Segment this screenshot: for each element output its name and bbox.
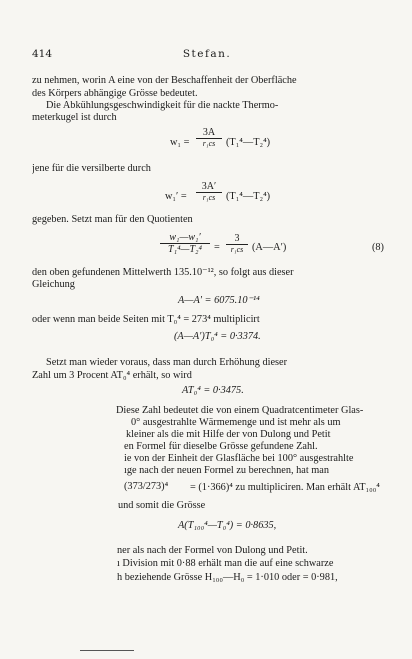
body-line: Diese Zahl bedeutet die von einem Quadratcentimeter Glas- bbox=[116, 405, 364, 416]
equation-diff-t: (A—A′)T₀⁴ = 0·3374. bbox=[174, 331, 261, 342]
document-page: 414 Stefan. zu nehmen, worin A eine von der Beschaffenheit der Oberfläche des Körpers abhängige Grösse bedeutet. Die Abkühlungsgeschwindigkeit für die nackte Thermo- meterkugel ist durch w₁ = 3A r₁cs (T₁⁴—T₂⁴) jene für die versilberte durch w₁′ = 3A′ r₁cs (T₁⁴—T₂⁴) gegeben. Setzt man für den Quotienten w₁—w₁′ T₁⁴—T₂⁴ = 3 r₁cs (A—A′) (8) den oben gefundenen Mittelwerth 135.10⁻¹², so folgt aus dieser Gleichung A—A′ = 6075.10⁻¹⁴ oder wenn man beide Seiten mit T₀⁴ = 273⁴ multiplicirt (A—A′)T₀⁴ = 0·3374. Setzt man wieder voraus, dass man durch Erhöhung dieser Zahl um 3 Procent AT₀⁴ erhält, so wird AT₀⁴ = 0·3475. Diese Zahl bedeutet die von einem Quadratcentimeter Glas- 0° ausgestrahlte Wärmemenge und ist mehr als um kleiner als die mit Hilfe der von Dulong und Petit en Formel für dieselbe Grösse gefundene Zahl. ie von der Einheit der Glasfläche bei 100° ausgestrahlte ıge nach der neuen Formel zu berechnen, hat man (373/273)⁴ = (1·366)⁴ zu multipliciren. Man erhält AT₁₀₀⁴ und somit die Grösse A(T₁₀₀⁴—T₀⁴) = 0·8635, ner als nach der Formel von Dulong und Petit. ı Division mit 0·88 erhält man die auf eine schwarze h beziehende Grösse H₁₀₀—H₀ = 1·010 oder = 0·981, bbox=[0, 0, 412, 659]
running-title: Stefan. bbox=[182, 48, 232, 60]
fraction: 3A r₁cs bbox=[196, 127, 222, 149]
body-line: Gleichung bbox=[32, 279, 75, 290]
body-line: den oben gefundenen Mittelwerth 135.10⁻¹², so folgt aus dieser bbox=[32, 267, 294, 278]
body-line: meterkugel ist durch bbox=[32, 112, 117, 123]
fraction: 3A′ r₁cs bbox=[196, 181, 222, 203]
body-line: des Körpers abhängige Grösse bedeutet. bbox=[32, 88, 198, 99]
body-line: ı Division mit 0·88 erhält man die auf eine schwarze bbox=[117, 558, 334, 569]
body-line: zu nehmen, worin A eine von der Beschaffenheit der Oberfläche bbox=[32, 75, 297, 86]
body-line: en Formel für dieselbe Grösse gefundene Zahl. bbox=[124, 441, 318, 452]
body-line: kleiner als die mit Hilfe der von Dulong und Petit bbox=[126, 429, 331, 440]
body-line: Setzt man wieder voraus, dass man durch Erhöhung dieser bbox=[46, 357, 288, 368]
body-line: h beziehende Grösse H₁₀₀—H₀ = 1·010 oder = 0·981, bbox=[117, 572, 338, 583]
body-line: ie von der Einheit der Glasfläche bei 100° ausgestrahlte bbox=[124, 453, 354, 464]
equation-number: (8) bbox=[371, 242, 384, 253]
body-line: und somit die Grösse bbox=[118, 500, 206, 511]
page-header bbox=[32, 48, 382, 62]
body-line: oder wenn man beide Seiten mit T₀⁴ = 273⁴ multiplicirt bbox=[32, 314, 260, 325]
body-line: gegeben. Setzt man für den Quotienten bbox=[32, 214, 193, 225]
equation-final: A(T₁₀₀⁴—T₀⁴) = 0·8635, bbox=[178, 520, 277, 531]
body-line: = (1·366)⁴ zu multipliciren. Man erhält AT₁₀₀⁴ bbox=[190, 482, 380, 493]
body-line: Die Abkühlungsgeschwindigkeit für die nackte Thermo- bbox=[46, 100, 279, 111]
page-number: 414 bbox=[32, 48, 53, 60]
body-line: Zahl um 3 Procent AT₀⁴ erhält, so wird bbox=[32, 370, 192, 381]
body-line: ıge nach der neuen Formel zu berechnen, hat man bbox=[124, 465, 329, 476]
fraction: w₁—w₁′ T₁⁴—T₂⁴ bbox=[160, 232, 210, 255]
fraction: 3 r₁cs bbox=[226, 233, 248, 255]
ratio-paren: (373/273)⁴ bbox=[124, 481, 169, 492]
body-line: 0° ausgestrahlte Wärmemenge und ist mehr als um bbox=[131, 417, 341, 428]
footnote-rule bbox=[80, 650, 134, 651]
equation-at0: AT₀⁴ = 0·3475. bbox=[182, 385, 244, 396]
body-line: ner als nach der Formel von Dulong und Petit. bbox=[117, 545, 308, 556]
body-line: jene für die versilberte durch bbox=[32, 163, 151, 174]
equation-diff: A—A′ = 6075.10⁻¹⁴ bbox=[178, 295, 260, 306]
